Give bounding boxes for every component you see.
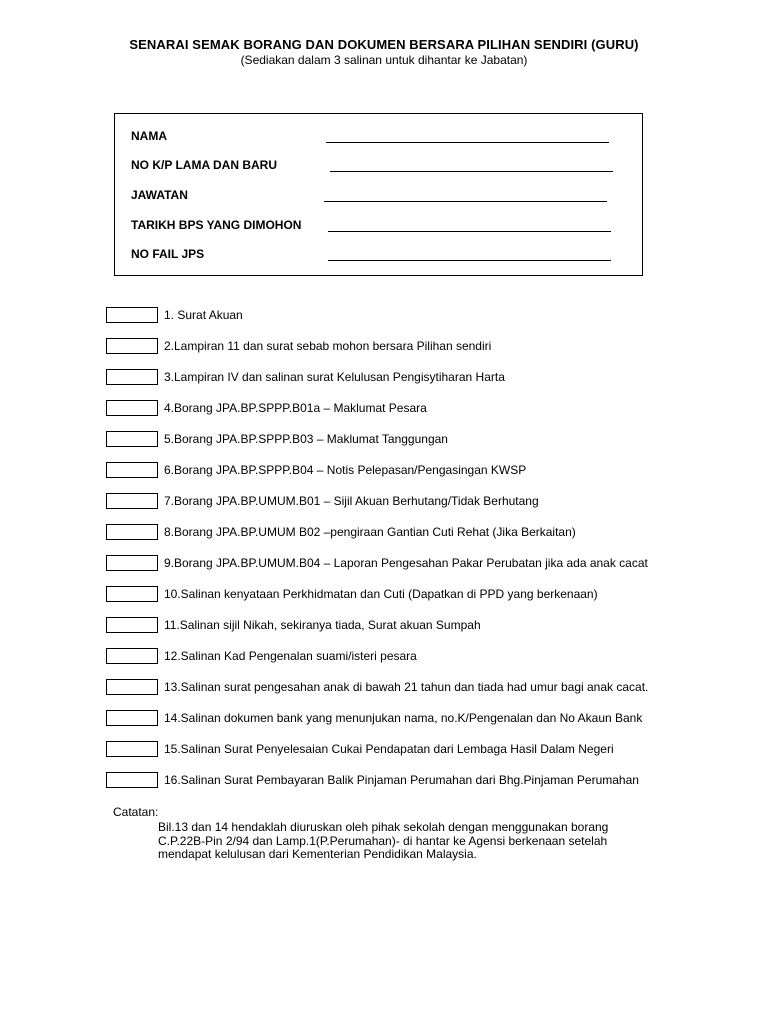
checkbox-item-2[interactable] <box>106 338 158 354</box>
checkbox-item-3[interactable] <box>106 369 158 385</box>
personal-info-box <box>114 113 643 276</box>
name-label: NAMA <box>131 129 167 143</box>
checkbox-item-15[interactable] <box>106 741 158 757</box>
checklist-item-1: 1. Surat Akuan <box>164 308 243 322</box>
checklist-item-12: 12.Salinan Kad Pengenalan suami/isteri pesara <box>164 649 417 663</box>
checklist-item-9: 9.Borang JPA.BP.UMUM.B04 – Laporan Pengesahan Pakar Perubatan jika ada anak cacat <box>164 556 648 570</box>
checklist-item-15: 15.Salinan Surat Penyelesaian Cukai Pendapatan dari Lembaga Hasil Dalam Negeri <box>164 742 614 756</box>
checkbox-item-14[interactable] <box>106 710 158 726</box>
page-subtitle: (Sediakan dalam 3 salinan untuk dihantar ke Jabatan) <box>240 53 528 67</box>
page-title: SENARAI SEMAK BORANG DAN DOKUMEN BERSARA PILIHAN SENDIRI (GURU) <box>129 37 639 52</box>
position-label: JAWATAN <box>131 188 188 202</box>
name-field[interactable] <box>326 142 609 143</box>
checklist-item-3: 3.Lampiran IV dan salinan surat Kelulusan Pengisytiharan Harta <box>164 370 505 384</box>
file-number-label: NO FAIL JPS <box>131 247 205 261</box>
notes-line-2: C.P.22B-Pin 2/94 dan Lamp.1(P.Perumahan)- di hantar ke Agensi berkenaan setelah <box>158 833 608 848</box>
checkbox-item-16[interactable] <box>106 772 158 788</box>
file-number-field[interactable] <box>328 260 611 261</box>
ic-number-label: NO K/P LAMA DAN BARU <box>131 158 277 172</box>
position-field[interactable] <box>324 201 607 202</box>
notes-body <box>158 821 648 862</box>
checklist-item-11: 11.Salinan sijil Nikah, sekiranya tiada, Surat akuan Sumpah <box>164 618 481 632</box>
checklist-item-6: 6.Borang JPA.BP.SPPP.B04 – Notis Pelepasan/Pengasingan KWSP <box>164 463 527 477</box>
notes-label: Catatan: <box>113 805 159 819</box>
ic-number-field[interactable] <box>330 171 613 172</box>
checklist-item-8: 8.Borang JPA.BP.UMUM B02 –pengiraan Gantian Cuti Rehat (Jika Berkaitan) <box>164 525 576 539</box>
retirement-date-field[interactable] <box>328 231 611 232</box>
checkbox-item-8[interactable] <box>106 524 158 540</box>
checklist-item-4: 4.Borang JPA.BP.SPPP.B01a – Maklumat Pesara <box>164 401 427 415</box>
checkbox-item-9[interactable] <box>106 555 158 571</box>
checklist-item-2: 2.Lampiran 11 dan surat sebab mohon bersara Pilihan sendiri <box>164 339 492 353</box>
checklist-item-16: 16.Salinan Surat Pembayaran Balik Pinjaman Perumahan dari Bhg.Pinjaman Perumahan <box>164 773 639 787</box>
notes-line-3: mendapat kelulusan dari Kementerian Pendidikan Malaysia. <box>158 847 477 861</box>
checkbox-item-13[interactable] <box>106 679 158 695</box>
checkbox-item-11[interactable] <box>106 617 158 633</box>
checklist-item-7: 7.Borang JPA.BP.UMUM.B01 – Sijil Akuan Berhutang/Tidak Berhutang <box>164 494 539 508</box>
checklist-item-13: 13.Salinan surat pengesahan anak di bawah 21 tahun dan tiada had umur bagi anak cacat. <box>164 680 649 694</box>
checkbox-item-4[interactable] <box>106 400 158 416</box>
checklist-item-10: 10.Salinan kenyataan Perkhidmatan dan Cuti (Dapatkan di PPD yang berkenaan) <box>164 587 598 601</box>
checklist-item-14: 14.Salinan dokumen bank yang menunjukan nama, no.K/Pengenalan dan No Akaun Bank <box>164 711 643 725</box>
checkbox-item-1[interactable] <box>106 307 158 323</box>
checkbox-item-6[interactable] <box>106 462 158 478</box>
notes-line-1: Bil.13 dan 14 hendaklah diuruskan oleh pihak sekolah dengan menggunakan borang <box>158 820 609 834</box>
checkbox-item-12[interactable] <box>106 648 158 664</box>
checkbox-item-7[interactable] <box>106 493 158 509</box>
checkbox-item-10[interactable] <box>106 586 158 602</box>
retirement-date-label: TARIKH BPS YANG DIMOHON <box>131 218 302 232</box>
checklist-item-5: 5.Borang JPA.BP.SPPP.B03 – Maklumat Tanggungan <box>164 432 448 446</box>
checkbox-item-5[interactable] <box>106 431 158 447</box>
